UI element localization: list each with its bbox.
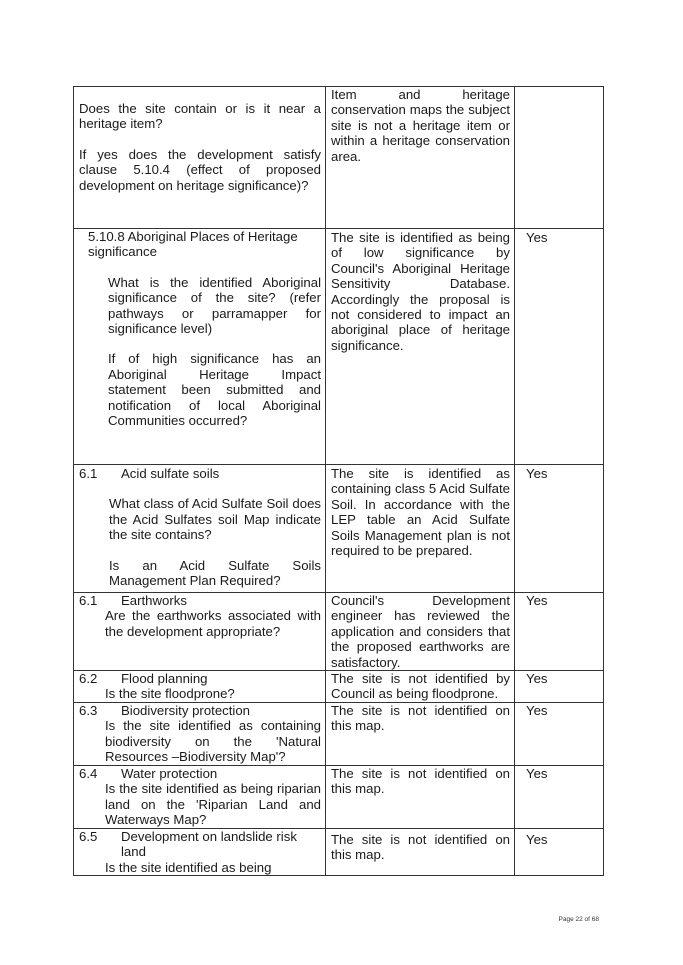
response-text: The site is identified as containing class 5 Acid Sulfate Soil. In accordance with the LEP table an Acid Sulfate Soils Management plan is not required to be prepared. (331, 466, 510, 559)
criterion-cell (74, 465, 326, 593)
question-text: Is the site identified as being riparian land on the 'Riparian Land and Waterways Map? (105, 781, 321, 828)
response-cell (326, 229, 515, 465)
response-text: The site is not identified on this map. (331, 832, 510, 863)
criterion-cell (74, 593, 326, 671)
clause-number: 6.2 (79, 671, 98, 687)
clause-number: 6.4 (79, 766, 98, 782)
question-text: If yes does the development satisfy clause 5.10.4 (effect of proposed development on heritage significance)? (79, 146, 321, 193)
clause-title: Flood planning (121, 671, 208, 687)
question-text: If of high significance has an Aboriginal Heritage Impact statement been submitted and notification of local Aboriginal Communities occurred? (108, 351, 321, 429)
question-text: Is the site floodprone? (105, 686, 235, 702)
response-cell (326, 593, 515, 671)
response-text: Item and heritage conservation maps the subject site is not a heritage item or within a heritage conservation area. (331, 87, 510, 164)
criterion-heading (79, 671, 321, 686)
criterion-heading (79, 466, 321, 481)
clause-number: 6.5 (79, 829, 98, 845)
compliance-value: Yes (526, 832, 548, 848)
response-cell (326, 766, 515, 829)
table-row (74, 671, 604, 703)
criterion-heading (79, 593, 321, 608)
compliance-value: Yes (526, 593, 548, 608)
table-row (74, 87, 604, 229)
question-text: What is the identified Aboriginal significance of the site? (refer pathways or parramapper for significance level) (108, 274, 321, 337)
response-text: The site is not identified by Council as being floodprone. (331, 671, 510, 702)
response-cell (326, 87, 515, 229)
response-text: The site is not identified on this map. (331, 703, 510, 734)
compliance-cell (515, 703, 604, 766)
question-text: What class of Acid Sulfate Soil does the Acid Sulfates soil Map indicate the site contains? (109, 496, 321, 543)
compliance-value: Yes (526, 766, 548, 782)
clause-number: 6.1 (79, 593, 98, 608)
criterion-heading (79, 766, 321, 781)
compliance-value: Yes (526, 466, 548, 481)
criterion-cell (74, 829, 326, 876)
criterion-cell (74, 703, 326, 766)
clause-number: 6.3 (79, 703, 98, 719)
compliance-cell (515, 671, 604, 703)
response-text: Council's Development engineer has reviewed the application and considers that the proposed earthworks are satisfactory. (331, 593, 510, 670)
clause-title: Earthworks (121, 593, 187, 608)
response-text: The site is identified as being of low significance by Council's Aboriginal Heritage Sensitivity Database. Accordingly the proposal is not considered to impact an aboriginal place of heritage significance. (331, 230, 510, 353)
clause-title: Acid sulfate soils (121, 466, 220, 481)
criterion-cell (74, 671, 326, 703)
clause-title: Biodiversity protection (121, 703, 251, 719)
criterion-heading (79, 829, 321, 860)
compliance-value: Yes (526, 703, 548, 719)
compliance-cell (515, 766, 604, 829)
compliance-cell (515, 829, 604, 876)
compliance-cell (515, 229, 604, 465)
clause-title: Development on landslide risk land (121, 829, 297, 860)
compliance-cell (515, 465, 604, 593)
page-number: Page 22 of 68 (558, 916, 599, 923)
question-text: Does the site contain or is it near a heritage item? (79, 101, 321, 132)
table-row (74, 465, 604, 593)
criterion-heading (79, 703, 321, 718)
table-row (74, 766, 604, 829)
clause-title: Aboriginal Places of Heritage significance (88, 229, 298, 260)
compliance-cell (515, 593, 604, 671)
compliance-value: Yes (526, 671, 548, 687)
assessment-table (73, 86, 604, 876)
response-text: The site is not identified on this map. (331, 766, 510, 797)
response-cell (326, 465, 515, 593)
question-text: Is the site identified as containing biodiversity on the 'Natural Resources –Biodiversity Map'? (105, 718, 321, 765)
question-text: Are the earthworks associated with the development appropriate? (105, 608, 321, 639)
criterion-cell (74, 229, 326, 465)
criterion-cell (74, 766, 326, 829)
table-row (74, 593, 604, 671)
table-row (74, 829, 604, 876)
table-row (74, 703, 604, 766)
clause-title: Water protection (121, 766, 218, 782)
table-row (74, 229, 604, 465)
response-cell (326, 703, 515, 766)
question-text: Is the site identified as being (105, 859, 272, 875)
compliance-cell (515, 87, 604, 229)
response-cell (326, 829, 515, 876)
clause-number: 6.1 (79, 466, 98, 481)
criterion-heading (88, 229, 321, 260)
clause-number: 5.10.8 (88, 229, 125, 244)
compliance-value: Yes (526, 230, 548, 245)
response-cell (326, 671, 515, 703)
question-text: Is an Acid Sulfate Soils Management Plan Required? (109, 557, 321, 589)
criterion-cell (74, 87, 326, 229)
